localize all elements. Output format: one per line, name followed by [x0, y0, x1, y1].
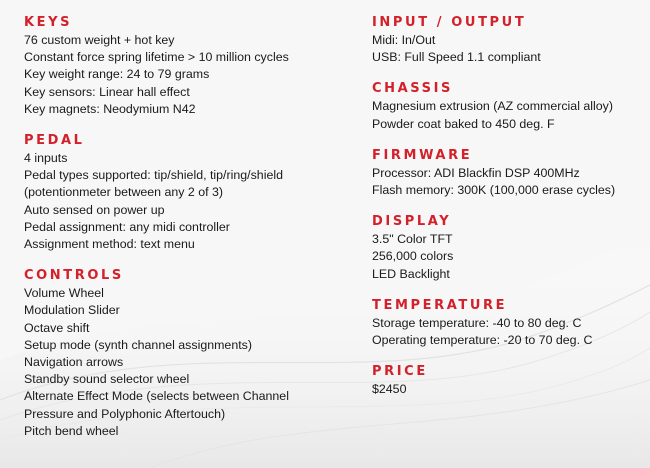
spec-line: Midi: In/Out [372, 33, 436, 47]
spec-line: Key magnets: Neodymium N42 [24, 101, 196, 116]
chassis-section [372, 80, 644, 132]
spec-line: Modulation Slider [24, 303, 120, 318]
input-output-section [372, 14, 644, 66]
price-section [372, 363, 644, 398]
pedal-section [24, 132, 354, 253]
spec-line: 256,000 colors [372, 249, 454, 264]
section-heading: KEYS [24, 15, 73, 30]
section-heading: PRICE [372, 364, 428, 380]
spec-line: Navigation arrows [24, 355, 124, 370]
controls-section [24, 267, 354, 440]
right-column [372, 14, 644, 398]
spec-line: 4 inputs [24, 151, 68, 166]
spec-line: Pedal types supported: tip/shield, tip/ring/shield [24, 168, 283, 183]
spec-line: (potentionmeter between any 2 of 3) [24, 185, 224, 200]
spec-line: 76 custom weight + hot key [24, 33, 175, 47]
section-heading: CONTROLS [24, 268, 124, 284]
keys-section [24, 14, 354, 118]
left-column [24, 14, 354, 440]
section-heading: TEMPERATURE [372, 297, 508, 313]
spec-line: Operating temperature: -20 to 70 deg. C [372, 333, 593, 348]
section-heading: INPUT / OUTPUT [372, 15, 527, 30]
spec-line: Auto sensed on power up [24, 202, 165, 217]
spec-line: Assignment method: text menu [24, 237, 195, 252]
spec-line: USB: Full Speed 1.1 compliant [372, 50, 541, 65]
spec-line: Pedal assignment: any midi controller [24, 219, 230, 234]
spec-line: Processor: ADI Blackfin DSP 400MHz [372, 165, 580, 180]
section-heading: DISPLAY [372, 214, 452, 230]
spec-line: Pitch bend wheel [24, 423, 119, 438]
spec-line: Key sensors: Linear hall effect [24, 84, 190, 99]
temperature-section [372, 297, 644, 349]
spec-line: Pressure and Polyphonic Aftertouch) [24, 406, 226, 421]
spec-line: LED Backlight [372, 266, 450, 281]
section-heading: PEDAL [24, 133, 85, 149]
spec-line: Key weight range: 24 to 79 grams [24, 67, 210, 82]
price-value: $2450 [372, 382, 407, 397]
spec-line: Constant force spring lifetime > 10 million cycles [24, 50, 289, 65]
spec-line: Flash memory: 300K (100,000 erase cycles) [372, 183, 616, 198]
spec-line: Octave shift [24, 320, 90, 335]
spec-line: Magnesium extrusion (AZ commercial alloy) [372, 99, 614, 114]
spec-line: Powder coat baked to 450 deg. F [372, 116, 555, 131]
display-section [372, 213, 644, 283]
spec-line: Standby sound selector wheel [24, 372, 190, 387]
spec-line: Setup mode (synth channel assignments) [24, 337, 252, 352]
spec-line: 3.5" Color TFT [372, 232, 453, 247]
spec-line: Volume Wheel [24, 286, 104, 301]
spec-line: Storage temperature: -40 to 80 deg. C [372, 315, 582, 330]
section-heading: CHASSIS [372, 81, 454, 97]
firmware-section [372, 147, 644, 199]
spec-line: Alternate Effect Mode (selects between Channel [24, 389, 289, 404]
section-heading: FIRMWARE [372, 147, 473, 163]
